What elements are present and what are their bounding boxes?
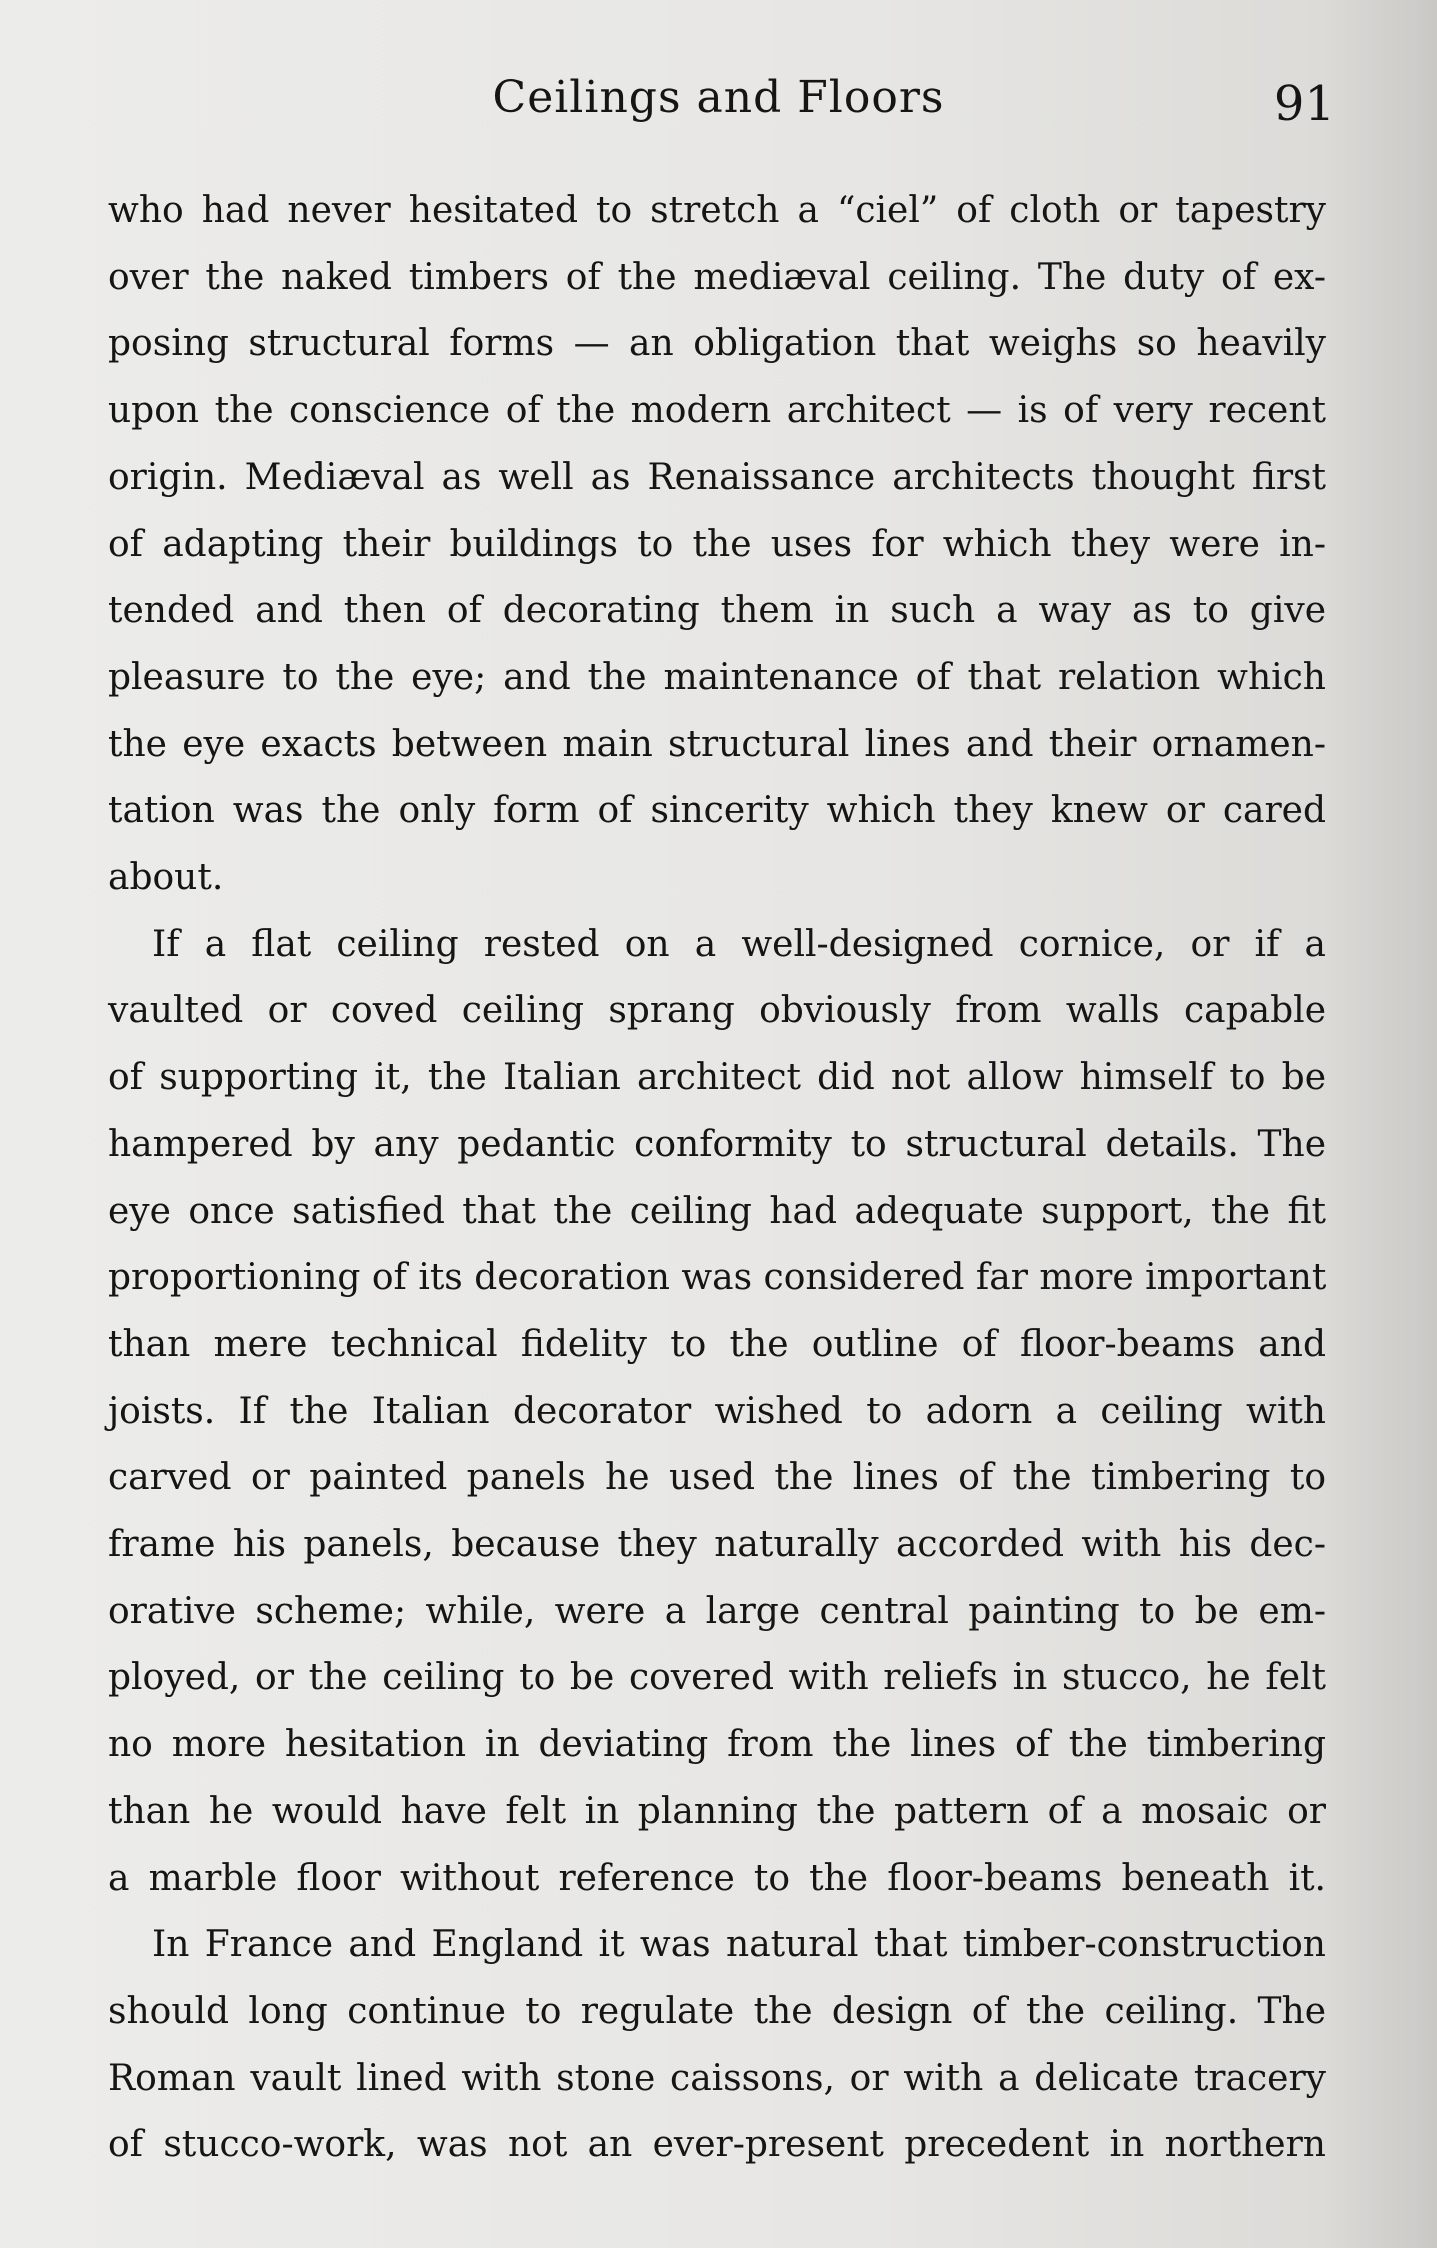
text-line: ployed, or the ceiling to be covered with reliefs in stucco, he felt <box>108 1657 1326 1699</box>
text-line: carved or painted panels he used the lines of the timbering to <box>108 1457 1326 1499</box>
paragraph-1 <box>108 178 1326 912</box>
text-line: hampered by any pedantic conformity to structural details. The <box>108 1123 1326 1165</box>
text-line: tended and then of decorating them in such a way as to give <box>108 590 1326 632</box>
text-line: vaulted or coved ceiling sprang obviously from walls capable <box>108 990 1326 1032</box>
text-line: than he would have felt in planning the pattern of a mosaic or <box>108 1790 1326 1832</box>
text-line: In France and England it was natural that timber-construction <box>152 1924 1326 1966</box>
running-head: Ceilings and Floors <box>492 72 945 123</box>
text-line: joists. If the Italian decorator wished to adorn a ceiling with <box>108 1390 1326 1432</box>
text-line: of supporting it, the Italian architect did not allow himself to be <box>108 1057 1326 1099</box>
text-line: of adapting their buildings to the uses for which they were in- <box>108 523 1326 565</box>
text-line: pleasure to the eye; and the maintenance of that relation which <box>108 656 1326 698</box>
text-line: posing structural forms — an obligation that weighs so heavily <box>108 323 1326 365</box>
text-line: the eye exacts between main structural lines and their ornamen- <box>108 723 1326 765</box>
text-line: a marble floor without reference to the floor-beams beneath it. <box>108 1857 1326 1899</box>
text-line: frame his panels, because they naturally accorded with his dec- <box>108 1524 1326 1566</box>
text-line: no more hesitation in deviating from the lines of the timbering <box>108 1724 1326 1766</box>
text-line: upon the conscience of the modern architect — is of very recent <box>108 390 1326 432</box>
text-line: proportioning of its decoration was considered far more important <box>108 1257 1327 1299</box>
text-line: tation was the only form of sincerity which they knew or cared <box>108 790 1326 832</box>
text-line: orative scheme; while, were a large central painting to be em- <box>108 1590 1326 1632</box>
paragraph-2 <box>108 912 1326 1913</box>
page-header <box>0 62 1437 142</box>
text-line: Roman vault lined with stone caissons, or with a delicate tracery <box>108 2057 1326 2099</box>
page-number: 91 <box>1273 76 1335 132</box>
text-line: who had never hesitated to stretch a “ciel” of cloth or tapestry <box>108 190 1326 231</box>
text-line: should long continue to regulate the design of the ceiling. The <box>108 1990 1326 2032</box>
text-line: about. <box>108 857 224 899</box>
text-line: eye once satisfied that the ceiling had adequate support, the fit <box>108 1190 1326 1232</box>
text-line: origin. Mediæval as well as Renaissance architects thought first <box>108 456 1326 498</box>
text-line: over the naked timbers of the mediæval ceiling. The duty of ex- <box>108 256 1326 298</box>
text-line: of stucco-work, was not an ever-present precedent in northern <box>108 2124 1326 2166</box>
text-line: If a flat ceiling rested on a well-designed cornice, or if a <box>152 923 1326 965</box>
body-text <box>108 178 1326 2179</box>
paragraph-3 <box>108 1912 1326 2179</box>
text-line: than mere technical fidelity to the outline of floor-beams and <box>108 1323 1326 1365</box>
